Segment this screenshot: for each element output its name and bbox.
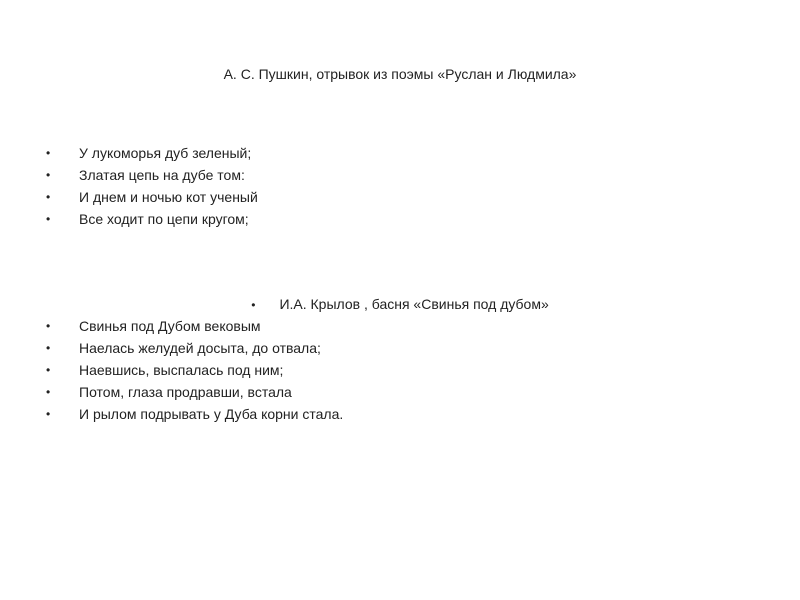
list-item — [46, 315, 746, 337]
list-item — [46, 359, 746, 381]
krylov-excerpt-list — [46, 315, 746, 425]
bullet-icon: • — [251, 298, 256, 312]
list-item — [46, 164, 746, 186]
poem-line: Златая цепь на дубе том: — [79, 167, 245, 183]
poem-line: И днем и ночью кот ученый — [79, 189, 258, 205]
krylov-heading-text: И.А. Крылов , басня «Свинья под дубом» — [279, 296, 549, 312]
bullet-icon: • — [46, 319, 51, 333]
bullet-icon: • — [46, 341, 51, 355]
list-item — [46, 142, 746, 164]
fable-line: Наелась желудей досыта, до отвала; — [79, 340, 321, 356]
poem-line: Все ходит по цепи кругом; — [79, 211, 249, 227]
fable-line: Потом, глаза продравши, встала — [79, 384, 292, 400]
pushkin-excerpt-list — [46, 142, 746, 230]
bullet-icon: • — [46, 146, 51, 160]
bullet-icon: • — [46, 407, 51, 421]
slide-title: А. С. Пушкин, отрывок из поэмы «Руслан и Людмила» — [223, 66, 577, 82]
list-item — [46, 208, 746, 230]
poem-line: У лукоморья дуб зеленый; — [79, 145, 252, 161]
fable-line: Свинья под Дубом вековым — [79, 318, 261, 334]
list-item — [46, 337, 746, 359]
list-item — [46, 381, 746, 403]
bullet-icon: • — [46, 190, 51, 204]
bullet-icon: • — [46, 363, 51, 377]
list-item — [46, 186, 746, 208]
list-item — [46, 403, 746, 425]
krylov-heading — [0, 293, 800, 315]
bullet-icon: • — [46, 168, 51, 182]
bullet-icon: • — [46, 385, 51, 399]
fable-line: Наевшись, выспалась под ним; — [79, 362, 284, 378]
bullet-icon: • — [46, 212, 51, 226]
fable-line: И рылом подрывать у Дуба корни стала. — [79, 406, 344, 422]
